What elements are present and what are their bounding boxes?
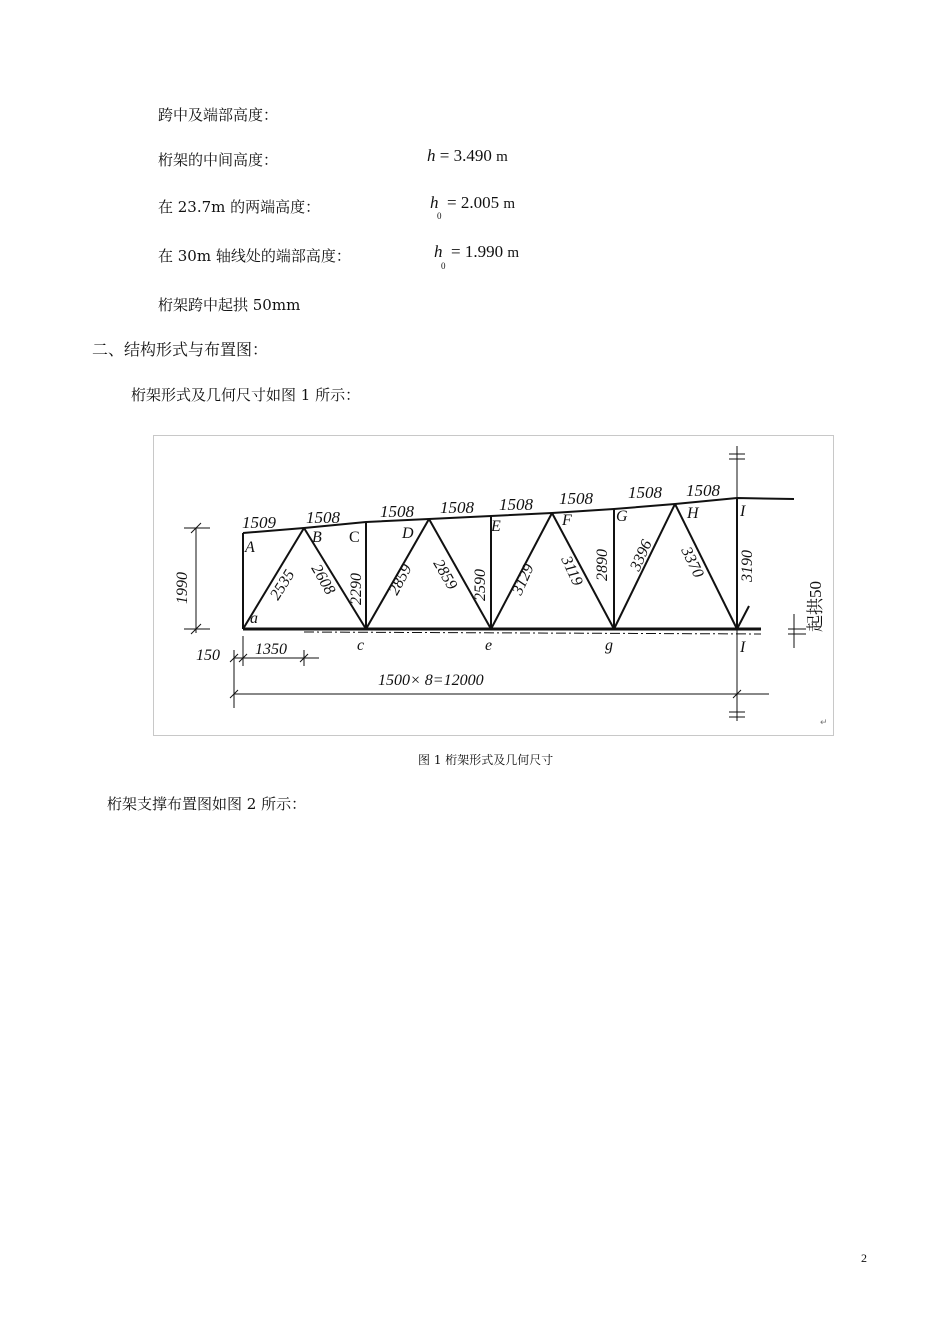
offset-dim: 150 — [196, 647, 220, 664]
node-label: g — [605, 637, 613, 654]
top-chord-length: 1508 — [306, 508, 340, 527]
node-label: E — [491, 518, 501, 535]
mid-height-label: 桁架的中间高度： — [158, 151, 279, 169]
end-height-30-unit: m — [507, 245, 520, 261]
web-length: 2890 — [594, 549, 611, 581]
end-height-30-formula — [434, 242, 519, 262]
end-height-237-unit: m — [503, 196, 516, 212]
web-H-I — [675, 504, 737, 629]
top-chord-length: 1508 — [499, 495, 533, 514]
node-label: I — [740, 503, 746, 520]
web-length: 3370 — [677, 544, 707, 581]
top-chord-length: 1508 — [440, 498, 474, 517]
corner-mark: ↵ — [820, 717, 828, 727]
panel-dim: 1350 — [255, 641, 287, 658]
node-label: a — [250, 610, 258, 627]
end-height-237-var: h — [430, 193, 439, 212]
node-label: D — [402, 525, 414, 542]
camber-stub — [737, 606, 749, 629]
camber-label: 起拱50 — [806, 581, 825, 632]
web-length: 3129 — [509, 561, 538, 598]
node-label: e — [485, 637, 493, 654]
node-label: H — [687, 505, 699, 522]
node-label: C — [349, 529, 360, 546]
heights-title: 跨中及端部高度： — [158, 106, 279, 124]
web-length: 2535 — [266, 566, 299, 604]
end-height-237-value: = 2.005 — [447, 193, 500, 212]
web-length: 2608 — [307, 561, 339, 598]
figure1-caption: 图 1 桁架形式及几何尺寸 — [418, 753, 554, 767]
truss-diagram — [154, 436, 833, 735]
end-height-237-formula — [430, 193, 515, 213]
node-label: F — [562, 512, 572, 529]
height-dim: 1990 — [174, 572, 191, 604]
end-height-30-var: h — [434, 242, 443, 261]
end-height-30-label: 在 30m 轴线处的端部高度： — [158, 247, 351, 265]
mid-height-value: = 3.490 — [439, 146, 492, 165]
web-length: 2290 — [348, 573, 365, 605]
top-chord-length: 1509 — [242, 513, 276, 532]
mid-height-formula — [427, 146, 508, 166]
end-height-30-value: = 1.990 — [451, 242, 504, 261]
web-length: 2859 — [385, 561, 416, 598]
node-label: G — [616, 508, 628, 525]
span-dim: 1500× 8=12000 — [378, 672, 484, 689]
node-label: I — [740, 639, 746, 656]
web-length: 3396 — [627, 537, 656, 574]
node-label: A — [245, 539, 255, 556]
end-height-237-label: 在 23.7m 的两端高度： — [158, 198, 321, 216]
figure1-frame — [153, 435, 834, 736]
camber-text: 桁架跨中起拱 50mm — [158, 296, 301, 314]
top-chord-length: 1508 — [628, 483, 662, 502]
end-height-237-sub: 0 — [437, 211, 442, 221]
top-chord-length: 1508 — [686, 481, 720, 500]
top-chord-length: 1508 — [380, 502, 414, 521]
mid-height-var: h — [427, 146, 436, 165]
camber-line — [304, 632, 761, 634]
web-length: 2590 — [472, 569, 489, 601]
node-label: B — [312, 529, 322, 546]
web-length: 2859 — [429, 556, 461, 593]
node-label: c — [357, 637, 365, 654]
figure2-intro: 桁架支撑布置图如图 2 所示： — [107, 795, 307, 813]
figure1-intro: 桁架形式及几何尺寸如图 1 所示： — [131, 386, 361, 404]
mid-height-unit: m — [496, 149, 508, 165]
web-length: 3119 — [557, 553, 586, 589]
end-height-30-sub: 0 — [441, 261, 446, 271]
top-chord-length: 1508 — [559, 489, 593, 508]
page-number: 2 — [861, 1251, 867, 1265]
web-length: 3190 — [739, 550, 756, 582]
section2-heading: 二、结构形式与布置图： — [92, 340, 269, 359]
